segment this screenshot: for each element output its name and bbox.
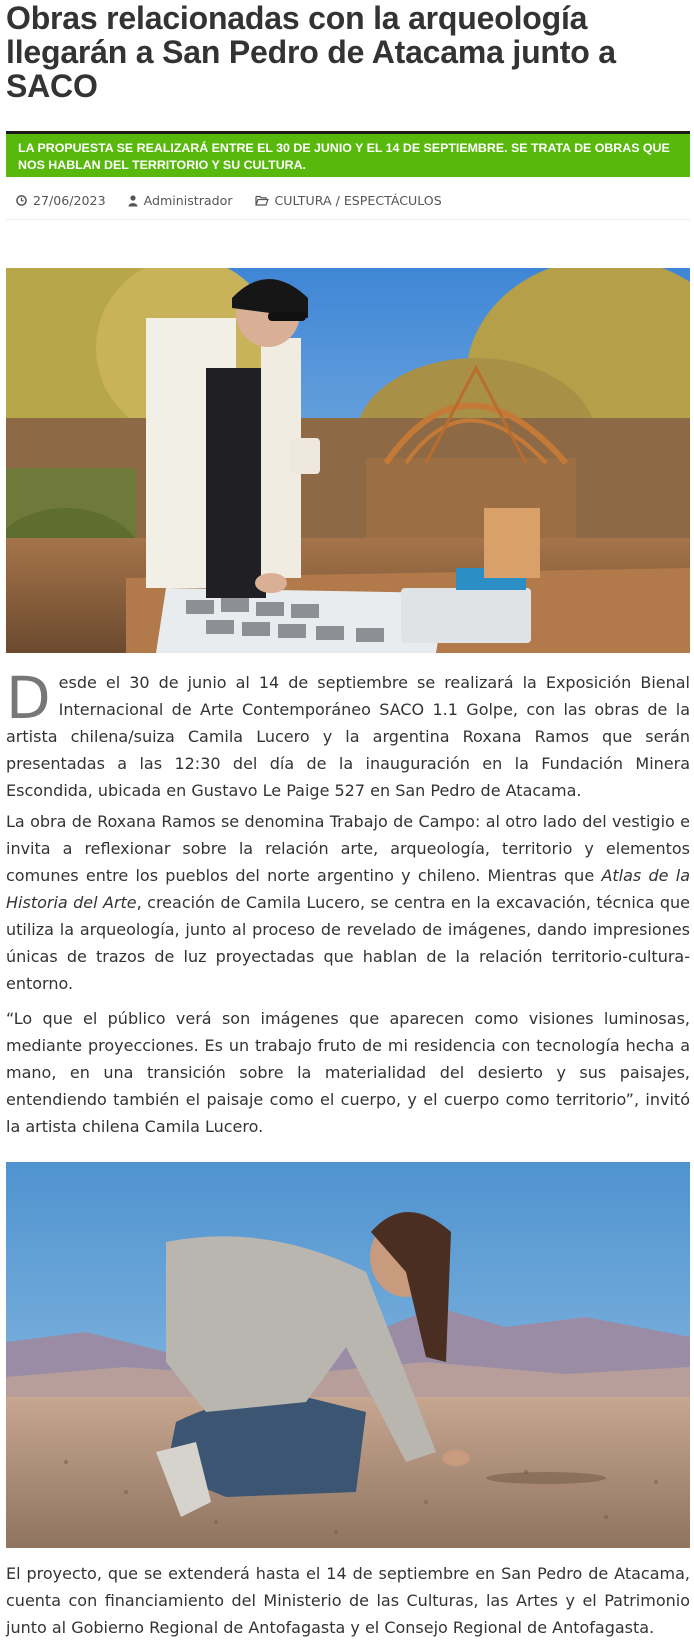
date-label: 27/06/2023 <box>33 193 106 208</box>
paragraph-3 <box>6 1005 690 1140</box>
dropcap: D <box>6 664 51 732</box>
paragraph-4 <box>6 1560 690 1641</box>
paragraph-1-text: esde el 30 de junio al 14 de septiembre se realizará la Exposición Bienal Internacional de Arte Contemporáneo SACO 1.1 Golpe, con las obras de la artista chilena/suiza Camila Lucero y la argentina Roxana Ramos que serán presentadas a las 12:30 del día de la inauguración en la Fundación Minera Escondida, ubicada en Gustavo Le Paige 527 en San Pedro de Atacama. <box>6 673 690 800</box>
article-meta <box>16 193 690 208</box>
summary-box <box>6 131 690 177</box>
article-photo-1 <box>6 268 690 653</box>
article-summary: LA PROPUESTA SE REALIZARÁ ENTRE EL 30 DE JUNIO Y EL 14 DE SEPTIEMBRE. SE TRATA DE OBRAS QUE NOS HABLAN DEL TERRITORIO Y SU CULTURA. <box>18 141 670 172</box>
paragraph-2-text-a: La obra de Roxana Ramos se denomina Trabajo de Campo: al otro lado del vestigio e invita a reflexionar sobre la relación arte, arqueología, territorio y elementos comunes entre los pueblos del norte argentino y chileno. Mientras que <box>6 812 690 885</box>
author-label: Administrador <box>143 193 233 208</box>
folder-open-icon <box>255 195 269 206</box>
user-icon <box>128 195 138 207</box>
paragraph-1 <box>6 664 690 804</box>
paragraph-2 <box>6 808 690 997</box>
article-title: Obras relacionadas con la arqueología llegarán a San Pedro de Atacama junto a SACO <box>6 0 616 104</box>
meta-divider <box>6 219 690 220</box>
meta-date[interactable] <box>16 193 106 208</box>
article-photo-2 <box>6 1162 690 1548</box>
paragraph-2-text-b: , creación de Camila Lucero, se centra en la excavación, técnica que utiliza la arqueología, junto al proceso de revelado de imágenes, dando impresiones únicas de trazos de luz proyectadas que hablan de la relación territorio-cultura-entorno. <box>6 893 690 993</box>
meta-author[interactable] <box>128 193 233 208</box>
meta-category[interactable] <box>255 193 442 208</box>
clock-icon <box>16 195 27 206</box>
paragraph-4-text: El proyecto, que se extenderá hasta el 14 de septiembre en San Pedro de Atacama, cuenta con financiamiento del Ministerio de las Culturas, las Artes y el Patrimonio junto al Gobierno Regional de Antofagasta y el Consejo Regional de Antofagasta. <box>6 1564 690 1637</box>
paragraph-3-text: “Lo que el público verá son imágenes que aparecen como visiones luminosas, mediante proyecciones. Es un trabajo fruto de mi residencia con tecnología hecha a mano, en una transición sobre la materialidad del desierto y sus paisajes, entendiendo también el paisaje como el cuerpo, y el cuerpo como territorio”, invitó la artista chilena Camila Lucero. <box>6 1009 690 1136</box>
category-label: CULTURA / ESPECTÁCULOS <box>274 193 442 208</box>
artwork-title: Atlas de la Historia del Arte <box>6 866 691 912</box>
